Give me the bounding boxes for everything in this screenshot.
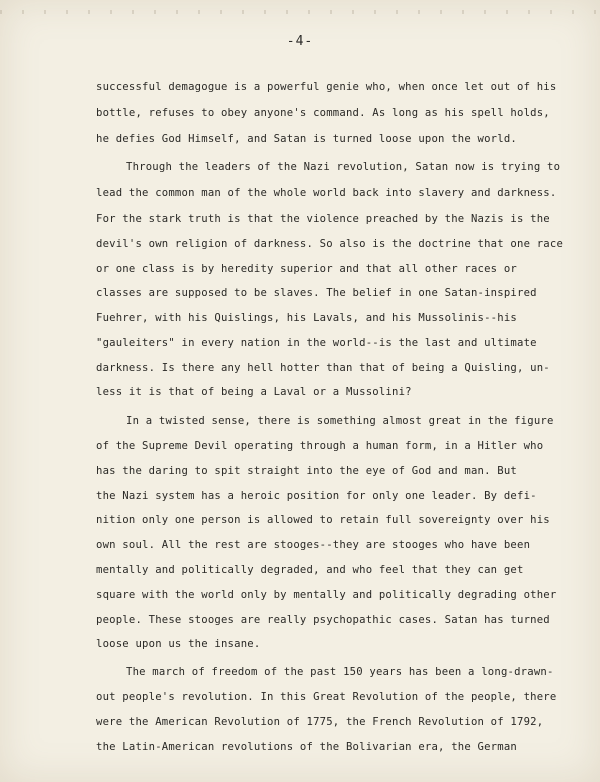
text-line: Fuehrer, with his Quislings, his Lavals, and his Mussolinis--his bbox=[96, 312, 517, 324]
text-line: he defies God Himself, and Satan is turned loose upon the world. bbox=[96, 133, 517, 145]
text-line: less it is that of being a Laval or a Mussolini? bbox=[96, 386, 412, 398]
text-line: of the Supreme Devil operating through a human form, in a Hitler who bbox=[96, 440, 544, 452]
text-line: out people's revolution. In this Great Revolution of the people, there bbox=[96, 691, 557, 703]
text-line: has the daring to spit straight into the eye of God and man. But bbox=[96, 465, 517, 477]
text-line: own soul. All the rest are stooges--they are stooges who have been bbox=[96, 539, 531, 551]
page-number: -4- bbox=[286, 34, 314, 49]
text-line: the Nazi system has a heroic position for only one leader. By defi- bbox=[96, 490, 537, 502]
page-edge-marks bbox=[0, 10, 600, 14]
text-line: or one class is by heredity superior and that all other races or bbox=[96, 263, 517, 275]
text-line: devil's own religion of darkness. So also is the doctrine that one race bbox=[96, 238, 564, 250]
text-line: "gauleiters" in every nation in the world--is the last and ultimate bbox=[96, 337, 537, 349]
text-line: mentally and politically degraded, and who feel that they can get bbox=[96, 564, 524, 576]
text-line: loose upon us the insane. bbox=[96, 638, 261, 650]
text-line: Through the leaders of the Nazi revolution, Satan now is trying to bbox=[126, 161, 561, 173]
text-line: were the American Revolution of 1775, the French Revolution of 1792, bbox=[96, 716, 544, 728]
text-line: people. These stooges are really psychopathic cases. Satan has turned bbox=[96, 614, 550, 626]
text-line: the Latin-American revolutions of the Bolivarian era, the German bbox=[96, 741, 517, 753]
text-line: darkness. Is there any hell hotter than that of being a Quisling, un- bbox=[96, 362, 550, 374]
text-line: bottle, refuses to obey anyone's command. As long as his spell holds, bbox=[96, 107, 550, 119]
text-line: In a twisted sense, there is something almost great in the figure bbox=[126, 415, 554, 427]
text-line: lead the common man of the whole world back into slavery and darkness. bbox=[96, 187, 557, 199]
text-line: For the stark truth is that the violence preached by the Nazis is the bbox=[96, 213, 550, 225]
text-line: nition only one person is allowed to retain full sovereignty over his bbox=[96, 514, 550, 526]
text-line: square with the world only by mentally and politically degrading other bbox=[96, 589, 557, 601]
text-line: successful demagogue is a powerful genie who, when once let out of his bbox=[96, 81, 557, 93]
text-line: The march of freedom of the past 150 years has been a long-drawn- bbox=[126, 666, 554, 678]
text-line: classes are supposed to be slaves. The belief in one Satan-inspired bbox=[96, 287, 537, 299]
